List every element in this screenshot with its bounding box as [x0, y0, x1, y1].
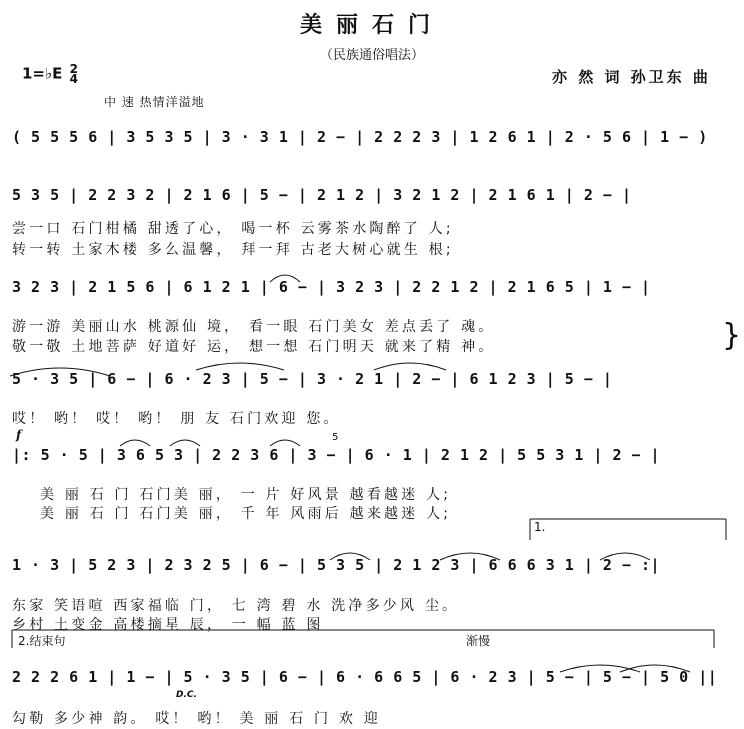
key-signature: [22, 64, 78, 84]
key-label: 1=♭E: [22, 64, 63, 83]
lyrics-line-3a: 游一游 美丽山水 桃源仙 境， 看一眼 石门美女 差点丢了 魂。: [12, 319, 496, 335]
dynamic-forte: f: [16, 428, 22, 442]
time-top: 2: [69, 62, 78, 76]
lyrics-line-6a: 东家 笑语喧 西家福临 门， 七 湾 碧 水 洗净多少风 尘。: [12, 598, 460, 614]
volta-1-label: 1.: [534, 520, 546, 534]
da-capo: D.C.: [176, 690, 197, 700]
tempo-marking: 中 速 热情洋溢地: [104, 95, 205, 109]
notation-line-5: |: 5 · 5 | 3 6 5 3 | 2 2 3 6 | 3 − | 6 · 1 | 2 1 2 | 5 5 3 1 | 2 − |: [12, 446, 661, 464]
lyrics-line-5b: 美 丽 石 门 石门美 丽， 千 年 风雨后 越来越迷 人;: [40, 506, 452, 522]
verse-brace: }: [722, 318, 742, 353]
volta-2-label: 2.结束句: [18, 634, 66, 648]
notation-line-4: 5 · 3 5 | 6 − | 6 · 2 3 | 5 − | 3 · 2 1 | 2 − | 6 1 2 3 | 5 − |: [12, 370, 613, 388]
notation-line-3: 3 2 3 | 2 1 5 6 | 6 1 2 1 | 6 − | 3 2 3 | 2 2 1 2 | 2 1 6 5 | 1 − |: [12, 278, 651, 296]
authors: 亦 然 词 孙卫东 曲: [552, 68, 711, 86]
notation-line-1: ( 5 5 5 6 | 3 5 3 5 | 3 · 3 1 | 2 − | 2 2 2 3 | 1 2 6 1 | 2 · 5 6 | 1 − ): [12, 128, 708, 146]
page-title: 美丽石门: [299, 13, 444, 38]
ritardando: 渐慢: [466, 634, 491, 648]
notation-line-2: 5 3 5 | 2 2 3 2 | 2 1 6 | 5 − | 2 1 2 | 3 2 1 2 | 2 1 6 1 | 2 − |: [12, 186, 632, 204]
lyrics-line-2b: 转一转 土家木楼 多么温馨， 拜一拜 古老大树心就生 根;: [12, 242, 454, 258]
lyrics-line-2a: 尝一口 石门柑橘 甜透了心， 喝一杯 云雾茶水陶醉了 人;: [12, 221, 454, 237]
notation-line-7: 2 2 2 6 1 | 1 − | 5 · 3 5 | 6 − | 6 · 6 6 5 | 6 · 2 3 | 5 − | 5 − | 5 0 ||: [12, 668, 718, 686]
lyrics-line-5a: 美 丽 石 门 石门美 丽， 一 片 好风景 越看越迷 人;: [40, 487, 452, 503]
lyrics-line-7: 勾勒 多少神 韵。 哎！ 哟！ 美 丽 石 门 欢 迎: [12, 711, 381, 727]
lyrics-line-6b: 乡村 土变金 高楼摘星 辰， 一 幅 蓝 图: [12, 617, 324, 633]
time-signature: [70, 64, 78, 84]
lyrics-line-4: 哎！ 哟！ 哎！ 哟！ 朋 友 石门欢迎 您。: [12, 411, 341, 427]
grace-note: 5: [332, 432, 339, 443]
lyrics-line-3b: 敬一敬 土地菩萨 好道好 运， 想一想 石门明天 就来了精 神。: [12, 339, 496, 355]
time-bottom: 4: [69, 72, 78, 86]
notation-line-6: 1 · 3 | 5 2 3 | 2 3 2 5 | 6 − | 5 3 5 | 2 1 2 3 | 6 6 6 3 1 | 2 − :|: [12, 556, 661, 574]
subtitle: （民族通俗唱法）: [319, 48, 424, 63]
